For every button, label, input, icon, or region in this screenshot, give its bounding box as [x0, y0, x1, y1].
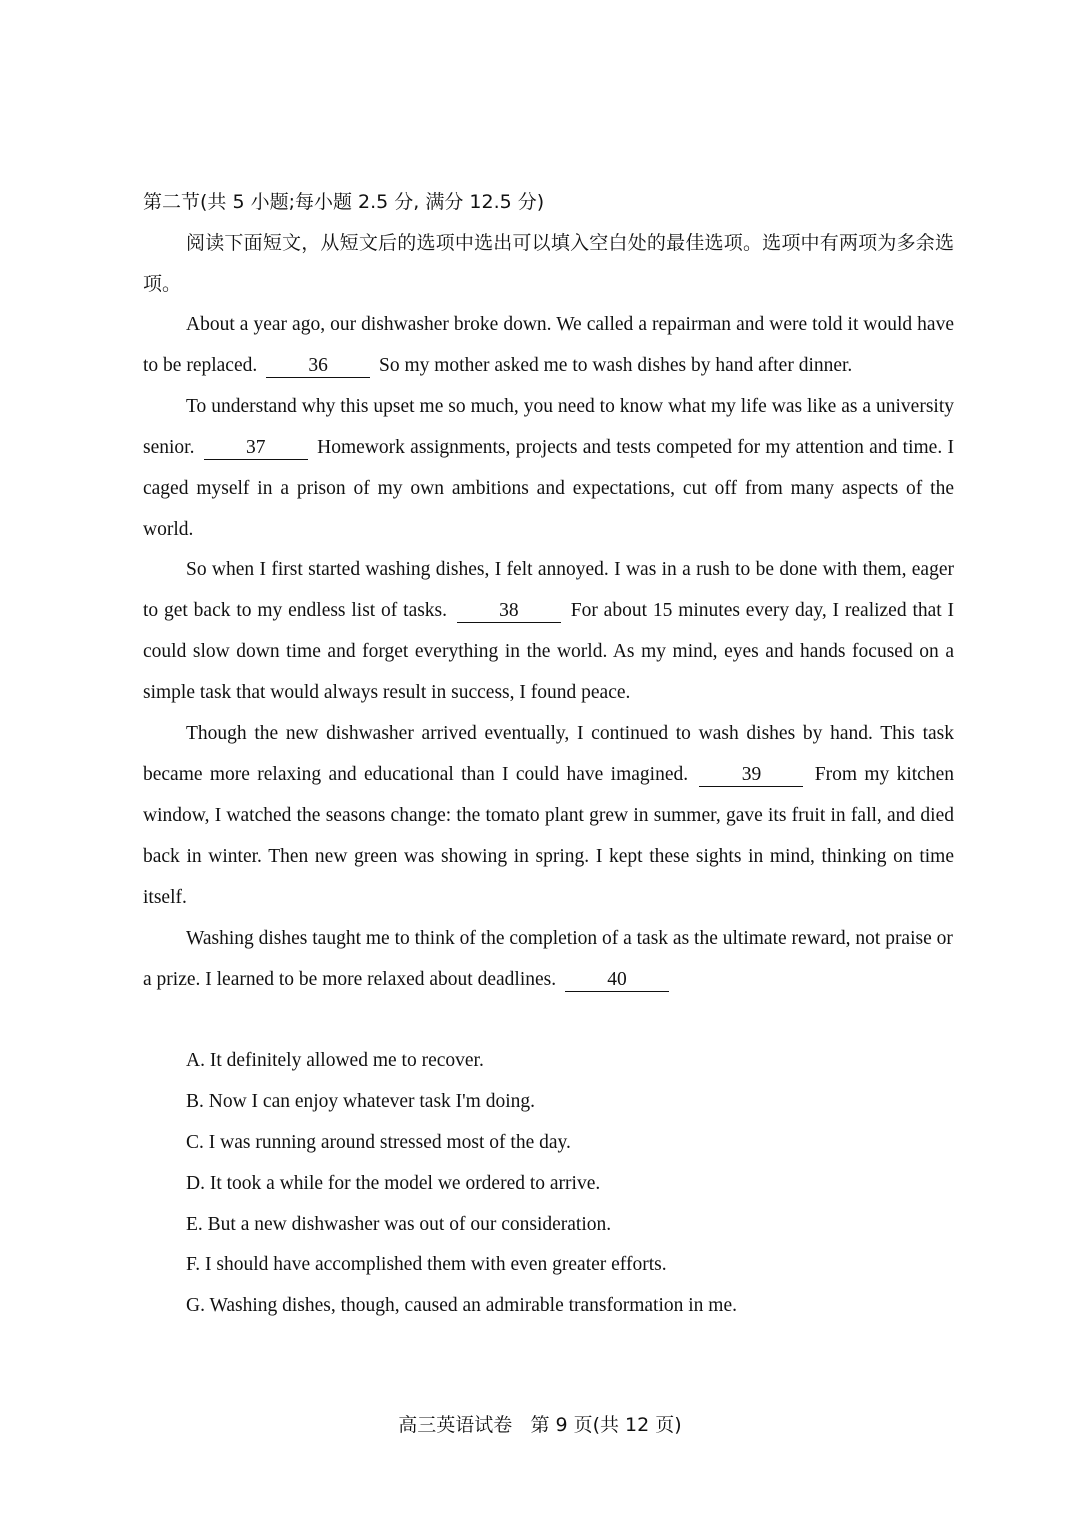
option-letter: D. [186, 1172, 205, 1194]
paragraph-text: From my kitchen window, I watched the seasons change: the tomato plant grew in summer, gave its fruit in fall, and died back in winter. Then new green was showing in spring. I kept these sights in mind, thinking on time itself. [143, 763, 954, 908]
blank-36: 36 [266, 355, 370, 378]
option-b [186, 1082, 954, 1123]
paragraph-text: So when I first started washing dishes, I felt annoyed. I was in a rush to be done with them, eager to get back to my endless list of tasks. [143, 559, 954, 622]
paragraph-text: So my mother asked me to wash dishes by hand after dinner. [378, 354, 853, 376]
passage-paragraph-5 [143, 919, 954, 1001]
paragraph-text: To understand why this upset me so much, you need to know what my life was like as a university senior. [143, 395, 954, 458]
option-f [186, 1245, 954, 1286]
option-text: It took a while for the model we ordered to arrive. [209, 1172, 601, 1194]
passage-paragraph-4 [143, 714, 954, 919]
page-footer [0, 1405, 1080, 1445]
footer-subject: 高三英语试卷 [398, 1414, 513, 1436]
answer-options [143, 1041, 954, 1327]
option-text: But a new dishwasher was out of our consideration. [207, 1213, 612, 1235]
blank-38: 38 [457, 600, 561, 623]
option-letter: E. [186, 1213, 203, 1235]
paragraph-text: About a year ago, our dishwasher broke down. We called a repairman and were told it would have to be replaced. [143, 314, 954, 376]
option-text: Now I can enjoy whatever task I'm doing. [208, 1091, 536, 1113]
section-title: 第二节(共 5 小题;每小题 2.5 分, 满分 12.5 分) [143, 191, 545, 213]
blank-40: 40 [565, 969, 669, 992]
option-text: I should have accomplished them with even greater efforts. [205, 1254, 667, 1276]
option-letter: B. [186, 1091, 204, 1113]
passage-paragraph-2 [143, 387, 954, 551]
footer-page-number: 第 9 页(共 12 页) [530, 1414, 682, 1436]
option-text: I was running around stressed most of the day. [208, 1132, 571, 1153]
option-c [186, 1123, 954, 1164]
section-instructions: 阅读下面短文，从短文后的选项中选出可以填入空白处的最佳选项。选项中有两项为多余选项。 [143, 232, 954, 295]
option-text: Washing dishes, though, caused an admirable transformation in me. [209, 1295, 738, 1317]
option-letter: G. [186, 1295, 205, 1317]
paragraph-text: Homework assignments, projects and tests competed for my attention and time. I caged myself in a prison of my own ambitions and expectations, cut off from many aspects of the world. [143, 436, 955, 540]
passage-paragraph-3 [143, 550, 954, 714]
paragraph-text: Though the new dishwasher arrived eventually, I continued to wash dishes by hand. This task became more relaxing and educational than I could have imagined. [143, 723, 954, 785]
option-letter: A. [186, 1050, 205, 1072]
option-text: It definitely allowed me to recover. [209, 1050, 484, 1072]
paragraph-text: For about 15 minutes every day, I realized that I could slow down time and forget everything in the world. As my mind, eyes and hands focused on a simple task that would always result in success, I found peace. [143, 600, 955, 704]
option-d [186, 1164, 954, 1205]
blank-37: 37 [204, 437, 308, 460]
option-e [186, 1205, 954, 1246]
passage-paragraph-1 [143, 305, 954, 387]
option-a [186, 1041, 954, 1082]
exam-page [143, 182, 954, 1327]
option-letter: F. [186, 1254, 201, 1276]
paragraph-text: Washing dishes taught me to think of the completion of a task as the ultimate reward, not praise or a prize. I learned to be more relaxed about deadlines. [143, 927, 953, 990]
option-letter: C. [186, 1132, 204, 1153]
blank-39: 39 [699, 764, 803, 787]
option-g [186, 1286, 954, 1327]
